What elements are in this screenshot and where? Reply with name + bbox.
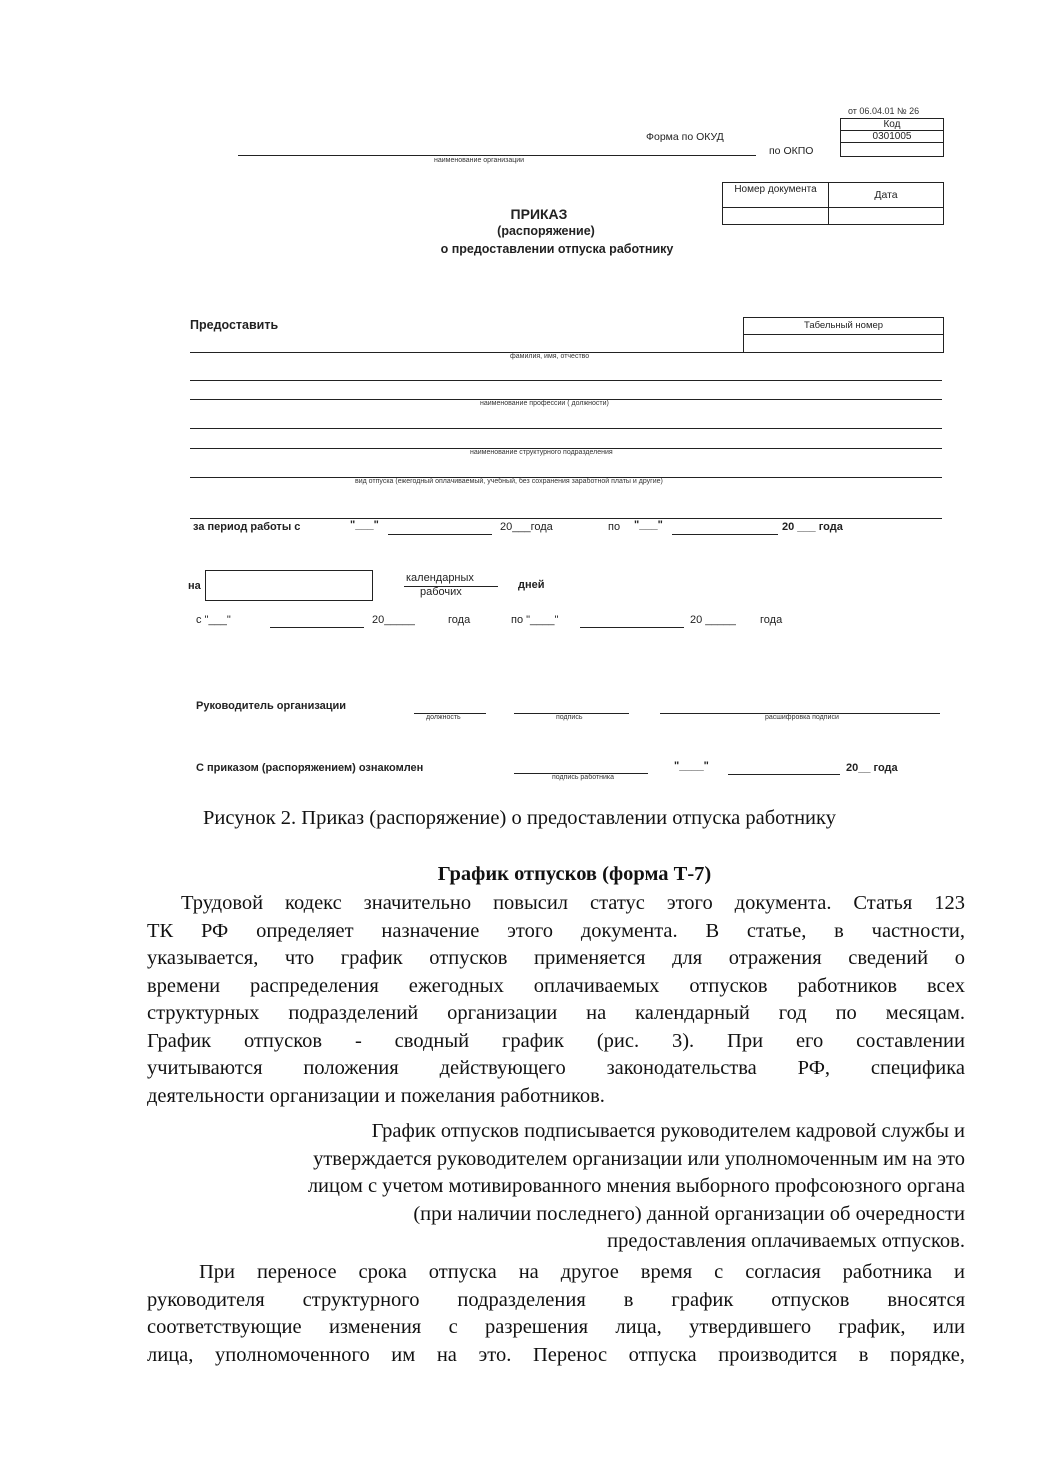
okpo-code-cell bbox=[840, 142, 944, 157]
doc-number-header-cell bbox=[722, 182, 829, 208]
ack-month-line bbox=[728, 774, 840, 775]
date-header: Дата bbox=[874, 189, 898, 201]
order-subject: о предоставлении отпуска работнику bbox=[440, 242, 674, 256]
paragraph-line: При переносе срока отпуска на другое время с согласия работника и bbox=[199, 1261, 965, 1283]
period-quote-1: "___" bbox=[350, 519, 379, 531]
paragraph-line: лица, уполномоченного им на это. Перенос отпуска производится в порядке, bbox=[147, 1343, 965, 1366]
ack-label: С приказом (распоряжением) ознакомлен bbox=[196, 762, 424, 774]
org-name-line bbox=[238, 155, 756, 156]
days-count-box bbox=[205, 570, 373, 601]
period-year-1: 20___года bbox=[500, 521, 553, 533]
to-goda: года bbox=[760, 614, 783, 626]
to-label: по "____" bbox=[511, 614, 559, 626]
paragraph-line: утверждается руководителем организации или уполномоченным им на это bbox=[313, 1147, 965, 1170]
paragraph-2 bbox=[147, 1118, 965, 1256]
paragraph-line: График отпусков подписывается руководителем кадровой службы и bbox=[371, 1120, 965, 1142]
doc-number-value-cell bbox=[722, 207, 829, 225]
head-position-caption: должность bbox=[426, 714, 461, 721]
paragraph-line: деятельности организации и пожелания работников. bbox=[147, 1084, 605, 1107]
paragraph-line: (при наличии последнего) данной организации об очередности bbox=[413, 1202, 965, 1225]
paragraph-line: предоставления оплачиваемых отпусков. bbox=[607, 1230, 965, 1252]
period-month-line-1 bbox=[388, 534, 492, 535]
head-label: Руководитель организации bbox=[196, 700, 347, 712]
period-month-line-2 bbox=[672, 534, 778, 535]
days-on: на bbox=[188, 580, 201, 592]
paragraph-line: времени распределения ежегодных оплачиваемых отпусков работников всех bbox=[147, 974, 965, 997]
okpo-label: по ОКПО bbox=[769, 145, 814, 157]
ack-year: 20__ года bbox=[846, 762, 898, 774]
period-to: по bbox=[608, 521, 621, 533]
from-year: 20_____ bbox=[372, 614, 415, 626]
to-month-line bbox=[580, 627, 684, 628]
leave-type-caption: вид отпуска (ежегодный оплачиваемый, учебный, без сохранения заработной платы и другие) bbox=[355, 478, 663, 485]
order-title: ПРИКАЗ bbox=[510, 206, 568, 222]
days-calendar: календарных bbox=[406, 572, 474, 584]
head-decode-caption: расшифровка подписи bbox=[765, 714, 839, 721]
head-signature-caption: подпись bbox=[556, 714, 583, 721]
paragraph-line: лицом с учетом мотивированного мнения выборного профсоюзного органа bbox=[307, 1175, 965, 1197]
period-year-2: 20 ___ года bbox=[782, 521, 843, 533]
paragraph-line: Трудовой кодекс значительно повысил статус этого документа. Статья 123 bbox=[181, 892, 965, 914]
org-name-caption: наименование организации bbox=[434, 157, 525, 164]
extra-line-3 bbox=[190, 518, 942, 519]
division-caption: наименование структурного подразделения bbox=[470, 449, 613, 456]
tab-number-value-cell bbox=[743, 334, 944, 353]
paragraph-line: соответствующие изменения с разрешения лица, утвердившего график, или bbox=[147, 1316, 965, 1338]
paragraph-3 bbox=[147, 1259, 965, 1369]
fio-caption: фамилия, имя, отчество bbox=[510, 353, 590, 360]
days-working: рабочих bbox=[420, 586, 462, 598]
extra-line-2 bbox=[190, 428, 942, 429]
tab-number-header-cell bbox=[743, 317, 944, 335]
extra-line-1 bbox=[190, 380, 942, 381]
section-heading: График отпусков (форма Т-7) bbox=[437, 863, 712, 885]
code-header: Код bbox=[883, 119, 901, 130]
doc-number-header: Номер документа bbox=[734, 184, 817, 195]
from-label: с "___" bbox=[196, 614, 231, 626]
figure-caption: Рисунок 2. Приказ (распоряжение) о предоставлении отпуска работнику bbox=[203, 807, 836, 829]
paragraph-line: График отпусков - сводный график (рис. 3). При его составлении bbox=[147, 1029, 965, 1052]
period-quote-2: "___" bbox=[634, 519, 663, 531]
paragraph-line: руководителя структурного подразделения в график отпусков вносятся bbox=[147, 1288, 965, 1311]
fio-line bbox=[190, 352, 743, 353]
from-goda: года bbox=[448, 614, 471, 626]
from-month-line bbox=[270, 627, 364, 628]
profession-caption: наименование профессии ( должности) bbox=[480, 400, 609, 407]
okud-label: Форма по ОКУД bbox=[646, 131, 724, 143]
paragraph-line: ТК РФ определяет назначение этого документа. В статье, в частности, bbox=[147, 919, 965, 942]
days-word: дней bbox=[518, 579, 545, 591]
paragraph-1 bbox=[147, 890, 965, 1110]
paragraph-line: структурных подразделений организации на календарный год по месяцам. bbox=[147, 1002, 965, 1024]
paragraph-line: указывается, что график отпусков применяется для отражения сведений о bbox=[147, 947, 965, 969]
paragraph-line: учитываются положения действующего законодательства РФ, специфика bbox=[147, 1057, 965, 1079]
order-subtitle: (распоряжение) bbox=[497, 224, 595, 238]
to-year: 20 _____ bbox=[690, 614, 736, 626]
ack-signature-caption: подпись работника bbox=[552, 774, 615, 781]
form-approval: от 06.04.01 № 26 bbox=[848, 106, 920, 116]
grant-label: Предоставить bbox=[190, 318, 279, 332]
date-value-cell bbox=[828, 207, 944, 225]
tab-number-header: Табельный номер bbox=[803, 320, 884, 331]
okud-code: 0301005 bbox=[872, 131, 912, 142]
date-header-cell bbox=[828, 182, 944, 208]
period-label: за период работы с bbox=[193, 521, 301, 533]
ack-quote: "____" bbox=[674, 760, 709, 772]
